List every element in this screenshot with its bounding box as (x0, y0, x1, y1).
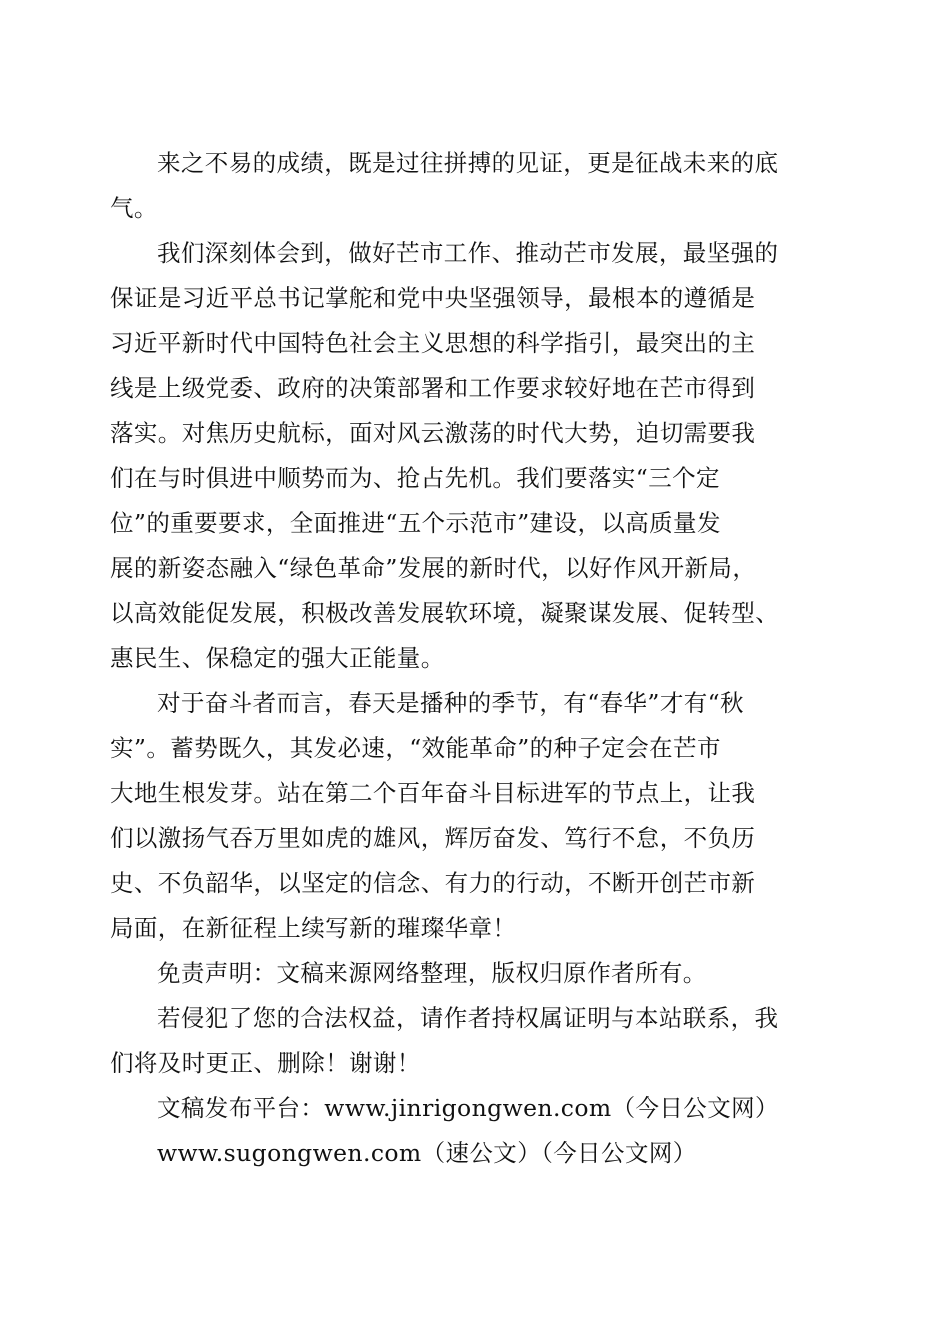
text-line: 免责声明：文稿来源网络整理，版权归原作者所有。 (157, 959, 707, 987)
text-line: 惠民生、保稳定的强大正能量。 (110, 644, 445, 672)
text-line: 来之不易的成绩，既是过往拼搏的见证，更是征战未来的底 (157, 149, 779, 177)
paragraph (110, 1091, 850, 1136)
text-line: 我们深刻体会到，做好芒市工作、推动芒市发展，最坚强的 (157, 239, 779, 267)
text-line: 实”。蓄势既久，其发必速，“效能革命”的种子定会在芒市 (110, 734, 721, 762)
text-line: 史、不负韶华，以坚定的信念、有力的行动，不断开创芒市新 (110, 869, 756, 897)
text-line: 落实。对焦历史航标，面对风云激荡的时代大势，迫切需要我 (110, 419, 756, 447)
text-line: 气。 (110, 194, 158, 222)
text-line: 展的新姿态融入“绿色革命”发展的新时代，以好作风开新局， (110, 554, 757, 582)
paragraph (110, 236, 850, 686)
paragraph (110, 686, 850, 956)
text-line: 们将及时更正、删除！谢谢！ (110, 1049, 421, 1077)
text-line: 们以激扬气吞万里如虎的雄风，辉厉奋发、笃行不怠，不负历 (110, 824, 756, 852)
text-line: 习近平新时代中国特色社会主义思想的科学指引，最突出的主 (110, 329, 756, 357)
text-line: 位”的重要要求，全面推进“五个示范市”建设，以高质量发 (110, 509, 721, 537)
paragraph (110, 1001, 850, 1091)
paragraph (110, 1136, 850, 1181)
text-line: 大地生根发芽。站在第二个百年奋斗目标进军的节点上，让我 (110, 779, 756, 807)
paragraph (110, 146, 850, 236)
text-line: 若侵犯了您的合法权益，请作者持权属证明与本站联系，我 (157, 1004, 779, 1032)
text-line: www.sugongwen.com（速公文）（今日公文网） (157, 1139, 697, 1167)
text-line: 以高效能促发展，积极改善发展软环境，凝聚谋发展、促转型、 (110, 599, 780, 627)
text-line: 保证是习近平总书记掌舵和党中央坚强领导，最根本的遵循是 (110, 284, 756, 312)
text-line: 局面，在新征程上续写新的璀璨华章！ (110, 914, 517, 942)
text-line: 线是上级党委、政府的决策部署和工作要求较好地在芒市得到 (110, 374, 756, 402)
text-line: 们在与时俱进中顺势而为、抢占先机。我们要落实“三个定 (110, 464, 720, 492)
text-line: 文稿发布平台：www.jinrigongwen.com（今日公文网） (157, 1094, 779, 1122)
paragraph (110, 956, 850, 1001)
text-line: 对于奋斗者而言，春天是播种的季节，有“春华”才有“秋 (157, 689, 744, 717)
document-body (110, 146, 850, 1181)
